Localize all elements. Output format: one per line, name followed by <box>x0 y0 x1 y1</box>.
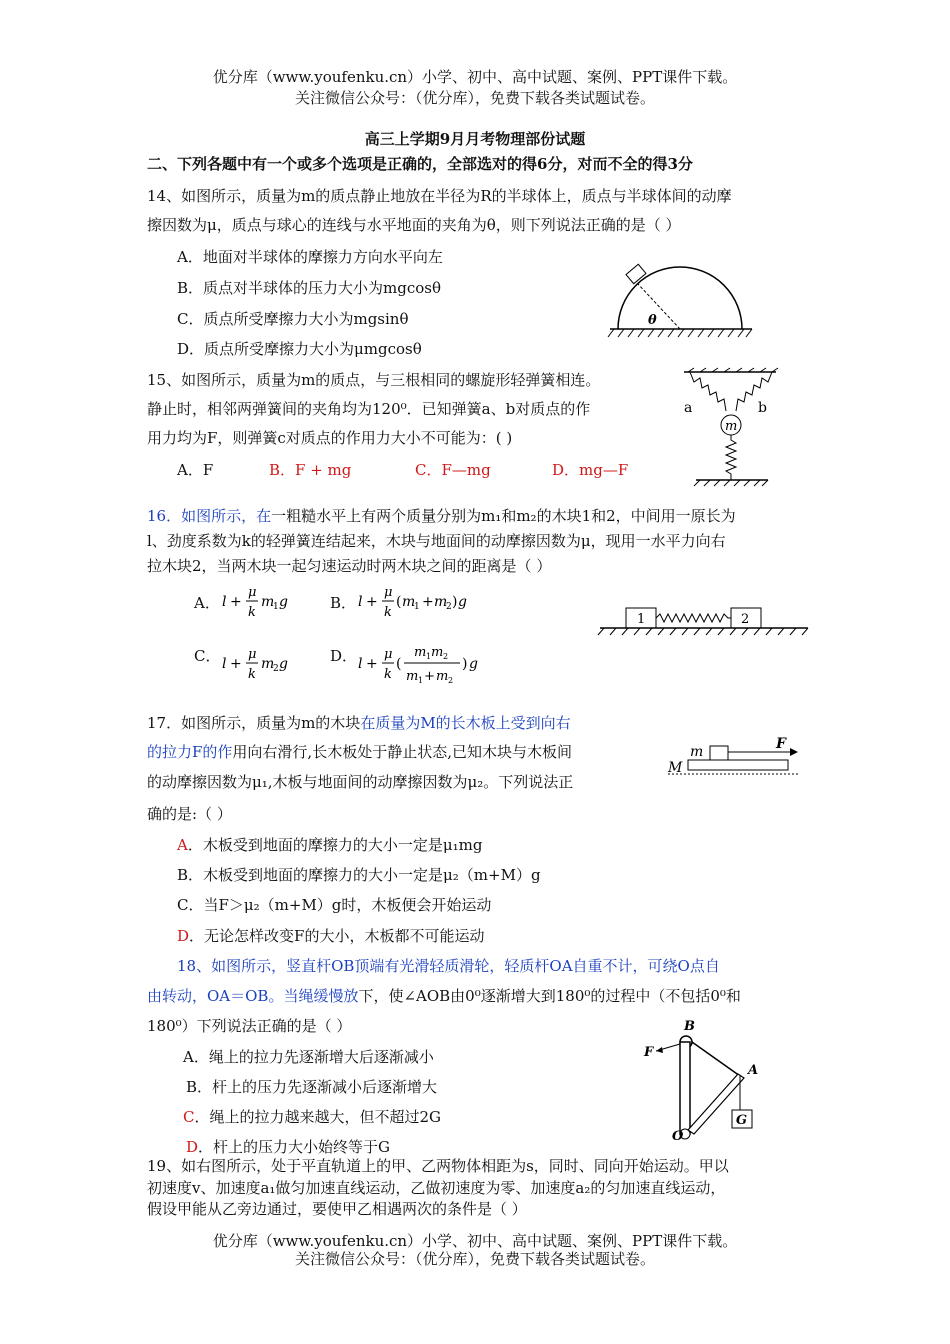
q15-option-b: B．F + mg <box>269 461 352 479</box>
svg-text:k: k <box>248 605 256 620</box>
q16-formula-c <box>220 646 310 686</box>
svg-text:μ: μ <box>384 585 393 600</box>
q17-m-label: m <box>690 744 704 760</box>
svg-text:k: k <box>248 667 256 682</box>
q16-option-d-letter: D． <box>330 647 358 665</box>
svg-text:+: + <box>422 594 434 610</box>
q17-option-d <box>177 925 484 946</box>
svg-text:): ) <box>452 594 458 610</box>
q16-block-2-label: 2 <box>741 612 750 627</box>
q17-line-2-a: 的拉力F的作 <box>147 743 233 761</box>
q17-option-a-letter: A <box>177 836 188 854</box>
q16-line-1-rest: 一粗糙水平上有两个质量分别为m₁和m₂的木块1和2，中间用一原长为 <box>271 507 736 525</box>
q16-blocks-figure <box>598 604 810 638</box>
q14-option-a: A．地面对半球体的摩擦力方向水平向左 <box>177 248 443 266</box>
q18-option-d <box>186 1136 390 1157</box>
svg-text:k: k <box>384 667 392 682</box>
q16-option-c-letter: C． <box>194 647 221 665</box>
header-line-2: 关注微信公众号：（优分库），免费下载各类试题试卷。 <box>294 89 655 107</box>
q18-line-2-a: 由转动，OA＝OB。当绳缓慢放 <box>147 987 359 1005</box>
q18-option-c-text: ．绳上的拉力越来越大，但不超过2G <box>194 1108 442 1126</box>
page-title: 高三上学期9月月考物理部份试题 <box>364 130 586 148</box>
q14-option-d: D．质点所受摩擦力大小为μmgcosθ <box>177 340 422 358</box>
q16-formula-d <box>356 640 496 690</box>
q18-G-label: G <box>736 1113 748 1128</box>
q16-line-1-blue: 16．如图所示，在 <box>147 507 272 525</box>
svg-text:+: + <box>366 594 378 610</box>
svg-text:1: 1 <box>414 602 420 612</box>
q15-line-3: 用力均为F，则弹簧c对质点的作用力大小不可能为：( ) <box>147 429 513 447</box>
q17-option-c: C．当F＞μ₂（m+M）g时，木板便会开始运动 <box>177 896 492 914</box>
q16-formula-b <box>356 584 486 624</box>
svg-text:m: m <box>261 656 275 672</box>
footer-line-2: 关注微信公众号：（优分库），免费下载各类试题试卷。 <box>294 1250 655 1268</box>
svg-text:g: g <box>279 656 288 672</box>
svg-text:μ: μ <box>248 585 257 600</box>
svg-text:m: m <box>406 669 419 684</box>
svg-text:(: ( <box>396 656 402 672</box>
header-line-1: 优分库（www.youfenku.cn）小学、初中、高中试题、案例、PPT课件下载。 <box>212 68 738 86</box>
q17-board-figure <box>664 734 804 784</box>
q18-line-2 <box>147 985 741 1006</box>
svg-text:m: m <box>261 594 275 610</box>
q15-spring-b-label: b <box>758 400 767 416</box>
q14-line-1: 14、如图所示，质量为m的质点静止地放在半径为R的半球体上，质点与半球体间的动摩 <box>147 187 732 205</box>
q14-hemisphere-figure <box>600 262 760 342</box>
q18-pulley-figure <box>640 1018 770 1142</box>
svg-text:g: g <box>469 656 478 672</box>
q17-line-2 <box>147 741 572 762</box>
q18-B-label: B <box>684 1019 695 1034</box>
q16-line-1 <box>147 505 736 526</box>
svg-text:1: 1 <box>273 602 279 612</box>
q16-line-3: 拉木块2，当两木块一起匀速运动时两木块之间的距离是（ ） <box>147 557 552 575</box>
svg-text:l: l <box>222 656 227 672</box>
svg-text:+: + <box>424 669 435 684</box>
q17-option-d-letter: D <box>177 927 190 945</box>
svg-text:): ) <box>462 656 468 672</box>
q17-line-1-b: 在质量为M的长木板上受到向右 <box>360 714 571 732</box>
svg-text:2: 2 <box>448 676 454 685</box>
q18-option-b: B．杆上的压力先逐渐减小后逐渐增大 <box>186 1078 438 1096</box>
svg-text:μ: μ <box>248 647 257 662</box>
q18-A-label: A <box>748 1063 759 1078</box>
q17-line-2-b: 用向右滑行,长木板处于静止状态,已知木块与木板间 <box>232 743 572 761</box>
svg-text:l: l <box>358 594 363 610</box>
q17-line-1 <box>147 712 571 733</box>
svg-text:g: g <box>458 594 467 610</box>
q14-option-b: B．质点对半球体的压力大小为mgcosθ <box>177 279 442 297</box>
q15-spring-a-label: a <box>684 400 693 416</box>
q17-M-label: M <box>668 760 683 776</box>
q17-option-a <box>177 834 482 855</box>
q18-option-d-text: ．杆上的压力大小始终等于G <box>198 1138 391 1156</box>
q17-F-label: F <box>776 736 786 752</box>
q16-option-a-letter: A． <box>194 594 220 612</box>
svg-text:+: + <box>366 656 378 672</box>
svg-text:1: 1 <box>426 652 432 661</box>
q19-line-2: 初速度v、加速度a₁做匀加速直线运动，乙做初速度为零、加速度a₂的匀加速直线运动， <box>147 1179 726 1197</box>
svg-text:k: k <box>384 605 392 620</box>
q14-line-2: 擦因数为μ，质点与球心的连线与水平地面的夹角为θ，则下列说法正确的是（ ） <box>147 216 681 234</box>
svg-text:+: + <box>230 656 242 672</box>
q17-line-3: 的动摩擦因数为μ₁,木板与地面间的动摩擦因数为μ₂。下列说法正 <box>147 773 574 791</box>
q18-line-3: 180⁰）下列说法正确的是（ ） <box>147 1017 352 1035</box>
svg-text:2: 2 <box>443 652 449 661</box>
section-heading: 二、下列各题中有一个或多个选项是正确的，全部选对的得6分，对而不全的得3分 <box>147 155 693 173</box>
q18-option-c <box>183 1106 441 1127</box>
q18-option-c-letter: C <box>183 1108 195 1126</box>
svg-text:μ: μ <box>384 647 393 662</box>
q16-option-b-letter: B． <box>330 594 357 612</box>
q18-F-label: F <box>644 1045 654 1060</box>
q15-option-c: C．F—mg <box>415 461 491 479</box>
q18-line-2-b: 下，使∠AOB由0⁰逐渐增大到180⁰的过程中（不包括0⁰和 <box>358 987 741 1005</box>
svg-text:(: ( <box>396 594 402 610</box>
svg-text:1: 1 <box>418 676 424 685</box>
svg-text:l: l <box>358 656 363 672</box>
q18-O-label: O <box>672 1129 684 1144</box>
svg-text:m: m <box>436 669 449 684</box>
q19-line-1: 19、如右图所示，处于平直轨道上的甲、乙两物体相距为s，同时、同向开始运动。甲以 <box>147 1157 729 1175</box>
q14-theta-label: θ <box>648 313 657 328</box>
q17-line-4: 确的是:（ ） <box>147 805 232 823</box>
svg-text:m: m <box>414 645 427 660</box>
svg-text:g: g <box>279 594 288 610</box>
svg-text:+: + <box>230 594 242 610</box>
q15-line-1: 15、如图所示，质量为m的质点，与三根相同的螺旋形轻弹簧相连。 <box>147 371 601 389</box>
q19-line-3: 假设甲能从乙旁边通过，要使甲乙相遇两次的条件是（ ） <box>147 1200 527 1218</box>
svg-text:l: l <box>222 594 227 610</box>
svg-text:m: m <box>402 594 416 610</box>
q15-line-2: 静止时，相邻两弹簧间的夹角均为120⁰．已知弹簧a、b对质点的作 <box>147 400 591 418</box>
q14-option-c: C．质点所受摩擦力大小为mgsinθ <box>177 310 409 328</box>
q15-option-a: A．F <box>177 461 214 479</box>
footer-line-1: 优分库（www.youfenku.cn）小学、初中、高中试题、案例、PPT课件下载。 <box>212 1232 738 1250</box>
q18-option-a: A．绳上的拉力先逐渐增大后逐渐减小 <box>183 1048 434 1066</box>
svg-text:2: 2 <box>446 602 452 612</box>
q16-line-2: l、劲度系数为k的轻弹簧连结起来，木块与地面间的动摩擦因数为μ，现用一水平力向右 <box>147 532 726 550</box>
svg-text:m: m <box>431 645 444 660</box>
q17-option-b: B．木板受到地面的摩擦力的大小一定是μ₂（m+M）g <box>177 866 541 884</box>
q18-line-1: 18、如图所示，竖直杆OB顶端有光滑轻质滑轮，轻质杆OA自重不计，可绕O点自 <box>177 957 720 975</box>
q15-mass-label: m <box>725 419 738 434</box>
svg-text:2: 2 <box>273 664 279 674</box>
q15-springs-figure <box>676 368 786 490</box>
q17-option-d-text: ．无论怎样改变F的大小，木板都不可能运动 <box>189 927 485 945</box>
q17-option-a-text: ．木板受到地面的摩擦力的大小一定是μ₁mg <box>187 836 483 854</box>
q16-block-1-label: 1 <box>637 612 646 627</box>
q16-formula-a <box>220 584 310 624</box>
q15-option-d: D．mg—F <box>552 461 629 479</box>
q17-line-1-a: 17．如图所示，质量为m的木块 <box>147 714 361 732</box>
q18-option-d-letter: D <box>186 1138 199 1156</box>
svg-text:m: m <box>434 594 448 610</box>
